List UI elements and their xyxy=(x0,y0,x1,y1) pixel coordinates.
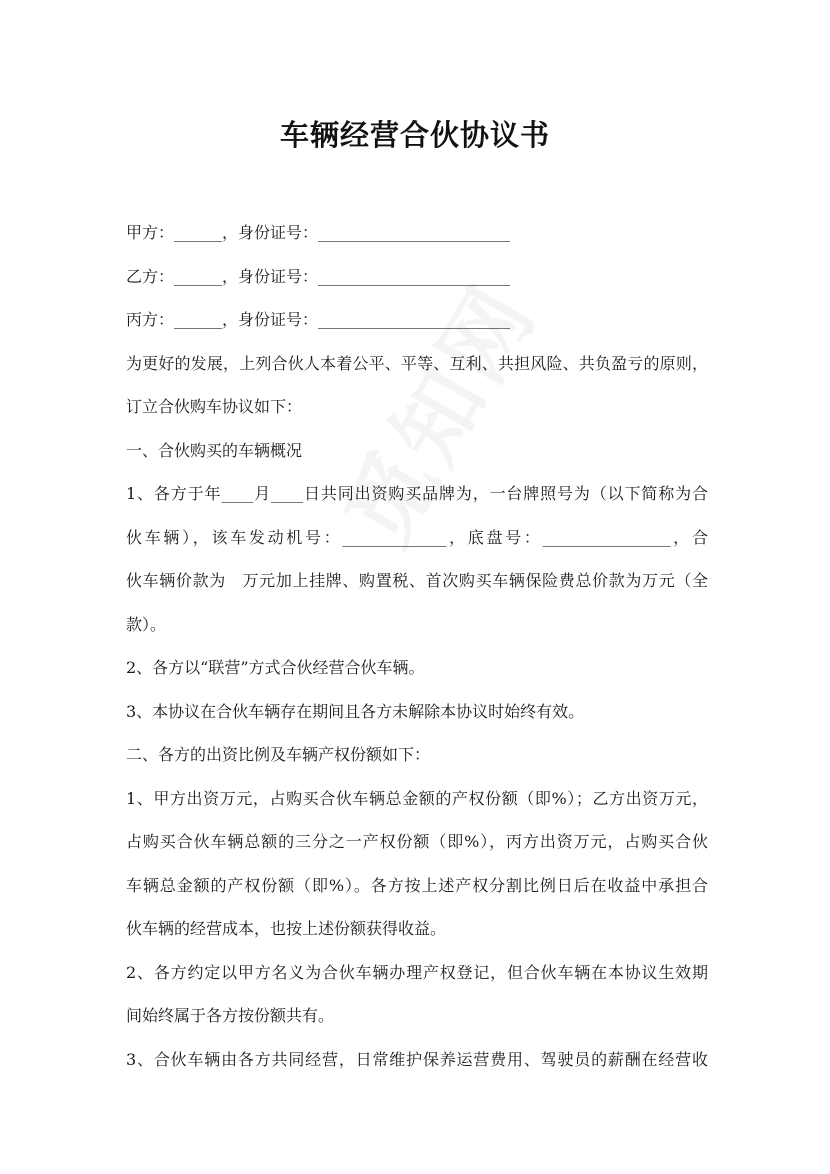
party-b-line: 乙方：______，身份证号：________________________ xyxy=(126,266,511,286)
clause-2-1-line-3: 车辆总金额的产权份额（即%）。各方按上述产权分割比例日后在收益中承担合 xyxy=(126,875,708,895)
clause-2-1-line-1: 1、甲方出资万元，占购买合伙车辆总金额的产权份额（即%）；乙方出资万元， xyxy=(126,788,708,808)
preamble-line-2: 订立合伙购车协议如下： xyxy=(126,397,303,416)
preamble-line-1: 为更好的发展，上列合伙人本着公平、平等、互利、共担风险、共负盈亏的原则， xyxy=(126,353,708,373)
clause-1-1-line-3: 伙车辆价款为 万元加上挂牌、购置税、首次购买车辆保险费总价款为万元（全 xyxy=(126,571,708,590)
clause-2-2-line-1: 2、各方约定以甲方名义为合伙车辆办理产权登记，但合伙车辆在本协议生效期 xyxy=(126,962,708,982)
clause-2-1-line-4: 伙车辆的经营成本，也按上述份额获得收益。 xyxy=(126,919,447,938)
party-a-line: 甲方：______，身份证号：________________________ xyxy=(126,223,511,242)
clause-2-1-line-2: 占购买合伙车辆总额的三分之一产权份额（即%），丙方出资万元，占购买合伙 xyxy=(126,832,708,851)
clause-1-2-line: 2、各方以“联营”方式合伙经营合伙车辆。 xyxy=(126,658,425,677)
section-1-heading: 一、合伙购买的车辆概况 xyxy=(126,440,303,460)
party-c-line: 丙方：______，身份证号：________________________ xyxy=(126,310,511,329)
section-2-heading: 二、各方的出资比例及车辆产权份额如下： xyxy=(126,745,431,764)
clause-2-2-line-2: 间始终属于各方按份额共有。 xyxy=(126,1006,335,1025)
document-body xyxy=(126,211,708,1081)
clause-1-3-line: 3、本协议在合伙车辆存在期间且各方未解除本协议时始终有效。 xyxy=(126,701,585,721)
clause-1-1-line-4: 款）。 xyxy=(126,614,167,634)
clause-2-3-line-1: 3、合伙车辆由各方共同经营，日常维护保养运营费用、驾驶员的薪酬在经营收 xyxy=(126,1049,708,1069)
clause-1-1-line-1: 1、各方于年____月____日共同出资购买品牌为，一台牌照号为（以下简称为合 xyxy=(126,484,708,503)
clause-1-1-line-2: 伙车辆），该车发动机号：_____________，底盘号：________________，合 xyxy=(126,527,708,547)
document-title: 车辆经营合伙协议书 xyxy=(279,118,550,152)
